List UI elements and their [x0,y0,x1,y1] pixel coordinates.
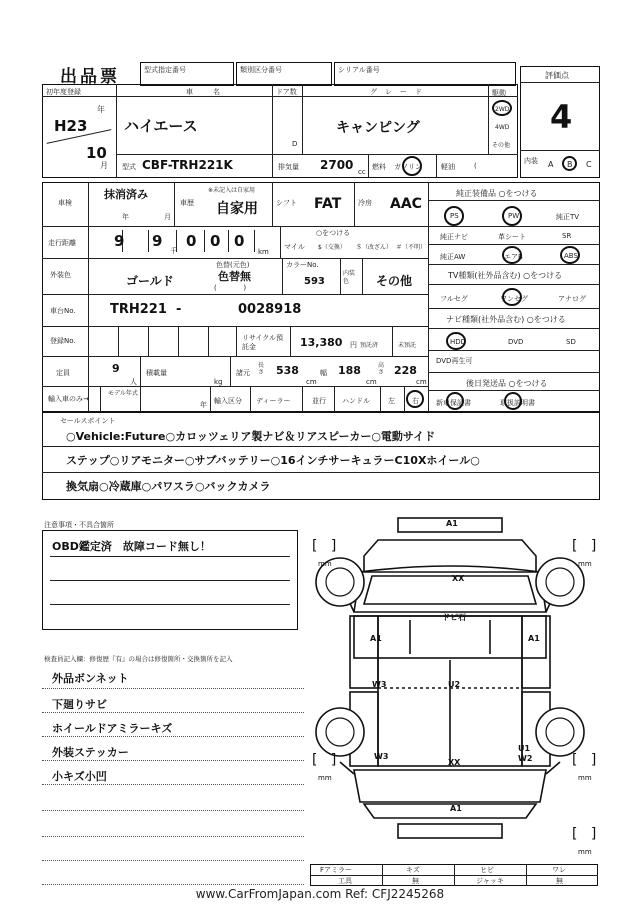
sales-points-label: セールスポイント [60,417,116,425]
model-year-unit: 年 [200,401,207,409]
dimension-label: 諸元 [236,369,250,377]
car-name: ハイエース [124,117,198,135]
first-reg-label: 初年度登録 [46,88,81,96]
doors-label: ドア数 [276,88,297,96]
drive-other: その他 [492,142,511,149]
color-no-label: カラーNo. [286,261,319,269]
interior-grade-b: B [567,160,573,169]
chassis-label: 車台No. [50,307,76,315]
mark-rear-bumper: A1 [450,804,462,813]
import-label: 輸入車のみ→ [48,395,89,403]
mark-right-front: A1 [528,634,540,643]
mileage-label: 走行距離 [48,239,76,247]
footer-reference: www.CarFromJapan.com Ref: CFJ2245268 [195,887,445,901]
post-title: 後日発送品 ○をつける [466,379,548,388]
mileage-option-exchange: $（交換） [318,244,346,251]
car-name-label: 車名 [186,88,240,96]
model-label: 型式 [122,163,136,171]
reg-type-note: ※未記入は自家用 [208,187,256,194]
mark-left-rear-wheel: W3 [374,752,389,761]
inspector-line-3: ホイールドアミラーキズ [52,722,173,735]
height-label: 高さ [378,362,385,376]
notes-label: 注意事項・不具合箇所 [44,521,114,529]
sales-point-line-2: ステップ○リアモニター○サブバッテリー○16インチサーキュラーC10Xホイール○ [66,454,480,467]
first-reg-year-unit: 年 [97,105,105,114]
parallel-label: 並行 [312,397,326,405]
displacement-value: 2700 [320,158,354,172]
legend-header-4: ワレ [552,866,566,874]
mark-tailgate: XX [448,758,461,767]
tv-fullseg: フルセグ [440,295,468,303]
exterior-color-label: 外装色 [50,271,71,279]
inspector-line-4: 外装ステッカー [52,746,129,759]
nav-hdd: HDD [450,338,467,346]
tread-bracket-fr: [ ] [572,538,597,554]
fuel-value: ガソリン [394,163,422,171]
mileage-digit-5: 0 [234,232,245,250]
mileage-option-tampered: ＄（改ざん） [356,244,393,251]
inspector-label: 検査員記入欄：修復歴『有』の場合は修復箇所・交換箇所を記入 [44,655,233,663]
interior-label: 内装 [524,157,538,165]
regno-label: 登録No. [50,337,76,345]
nav-hdd-circle [446,332,466,350]
tread-unit-fr: mm [578,560,592,568]
dvd-playback: DVD再生可 [436,357,473,365]
color-change-label: 色替(元色) [216,261,250,269]
handle-right-circle [406,390,424,408]
post-warranty-circle [446,392,464,410]
inspection-value: 抹消済み [104,188,148,201]
mileage-circle-note: ○をつける [316,229,351,237]
fuel-label: 燃料 [372,163,386,171]
inspection-month-unit: 月 [164,213,171,221]
recycle-paid: 預託済 [360,342,379,349]
genuine-airbag-circle [502,246,522,264]
tv-title: TV種類(社外品含む) ○をつける [448,271,563,280]
width-unit: cm [366,378,377,386]
nav-title: ナビ種類(社外品含む) ○をつける [446,315,566,324]
doors-unit: D [292,140,298,148]
post-manual: 取扱説明書 [500,399,535,407]
sheet-title: 出品票 [60,67,120,87]
chassis-dash: - [176,302,182,317]
sales-point-line-1: ○Vehicle:Future○カロッツェリア製ナビ＆リアスピーカー○電動サイド [66,430,436,443]
reg-type-value: 自家用 [216,201,258,217]
mark-left-rear: W3 [372,680,387,689]
tv-oneseg: ワンセグ [500,295,528,303]
handle-right: 右 [412,397,419,405]
color-change-brackets: ( ) [214,284,247,292]
legend-value-1: 工具 [338,877,352,885]
dealer-label: ディーラー [256,397,291,405]
first-reg-era: H23 [54,117,88,135]
diesel-label: 軽油 [441,163,455,171]
nav-sd: SD [566,338,576,346]
import-type-label: 輸入区分 [214,397,242,405]
genuine-aw: 純正AW [440,253,466,261]
mileage-unit: km [258,248,269,256]
mark-right-rear-1: U1 [518,744,531,753]
length-value: 538 [276,364,299,377]
genuine-title: 純正装備品 ○をつける [456,189,538,198]
legend-value-2: 無 [412,877,419,885]
recycle-unpaid: 未預託 [398,342,417,349]
notes-line-1: OBD鑑定済 故障コード無し！ [52,540,211,553]
width-label: 幅 [320,369,327,377]
handle-label: ハンドル [342,397,370,405]
grade-label: グレード [370,88,430,96]
capacity-unit: 人 [130,378,137,386]
post-warranty: 新車保証書 [436,399,471,407]
chassis-number: 0028918 [238,302,302,317]
mileage-thousand: 千 [170,247,177,255]
tv-oneseg-circle [502,288,522,306]
mark-roof: U2 [448,680,461,689]
height-value: 228 [394,364,417,377]
color-change-value: 色替無 [218,270,251,283]
fuel-circle [402,156,422,176]
mileage-digit-1: 9 [114,232,125,250]
displacement-unit: cc [358,168,366,176]
load-unit: kg [214,378,223,386]
mileage-digit-4: 0 [210,232,221,250]
genuine-abs-circle [560,246,580,264]
shift-label: シフト [276,199,297,207]
sales-point-line-3: 換気扇○冷蔵庫○パワスラ○バックカメラ [66,480,271,493]
first-reg-month: 10 [86,144,107,162]
mileage-option-mile: マイル [284,243,305,251]
load-label: 積載量 [146,369,167,377]
chassis-prefix: TRH221 [110,302,167,317]
interior-grade-a: A [548,160,554,169]
recycle-unit: 円 [350,341,357,349]
mark-windshield: ドピ石 [442,613,466,622]
legend-header-1: Fアミラー [320,866,353,874]
genuine-abs: ABS [564,252,578,260]
legend-value-3: ジャッキ [476,877,504,885]
mileage-digit-3: 0 [186,232,197,250]
recycle-label: リサイクル預託金 [242,334,284,351]
tread-bracket-rl: [ ] [312,752,337,768]
color-no-value: 593 [304,276,325,287]
genuine-pw-circle [502,206,522,226]
mark-left-front: A1 [370,634,382,643]
interior-grade-c: C [586,160,592,169]
drive-label: 駆動 [492,89,506,97]
length-unit: cm [306,378,317,386]
inspection-year-unit: 年 [122,213,129,221]
displacement-label: 排気量 [278,163,299,171]
tread-unit-fl: mm [318,560,332,568]
first-reg-month-unit: 月 [100,161,108,170]
genuine-airbag: エアB [504,253,523,261]
genuine-ps-circle [444,206,464,226]
reg-type-label: 車歴 [180,199,194,207]
tread-unit-spare: mm [578,848,592,856]
diesel-bracket: ( [474,162,477,170]
nav-dvd: DVD [508,338,524,346]
mileage-digit-2: 9 [152,232,163,250]
tread-bracket-rr: [ ] [572,752,597,768]
shift-value: FAT [314,196,342,212]
drive-4wd: 4WD [495,124,510,131]
header-field-3-label: シリアル番号 [338,66,380,74]
interior-color-value: その他 [376,274,413,288]
tread-bracket-spare: [ ] [572,826,597,842]
legend-header-3: ヒビ [480,866,494,874]
inspector-line-2: 下廻りサビ [52,698,107,711]
inspector-line-1: 外品ボンネット [52,672,129,685]
genuine-sr: SR [562,232,572,240]
tv-analog: アナログ [558,295,586,303]
interior-color-label: 内装色 [343,270,356,285]
interior-grade-b-circle [562,156,577,171]
legend-header-2: キズ [406,866,420,874]
mark-front-bumper: A1 [446,519,458,528]
length-label: 長さ [258,362,265,376]
genuine-pw: PW [508,212,520,220]
tread-unit-rr: mm [578,774,592,782]
inspector-line-5: 小キズ小凹 [52,770,107,783]
mark-hood: XX [452,574,465,583]
handle-left: 左 [388,397,395,405]
genuine-leather: 革シート [498,233,526,241]
ac-value: AAC [390,196,422,212]
mileage-option-unknown: ＃（不明） [396,244,427,251]
width-value: 188 [338,364,361,377]
model-year-label: モデル年式 [108,390,138,397]
header-field-2-label: 類別区分番号 [240,66,282,74]
grade-value: キャンピング [336,120,420,136]
recycle-value: 13,380 [300,336,343,349]
header-field-1-label: 型式指定番号 [144,66,186,74]
genuine-ps: PS [450,212,459,220]
height-unit: cm [416,378,427,386]
ac-label: 冷房 [358,199,372,207]
score-label: 評価点 [545,71,569,80]
mark-right-rear-2: W2 [518,754,533,763]
tread-unit-rl: mm [318,774,332,782]
capacity-value: 9 [112,362,120,375]
capacity-label: 定員 [56,369,70,377]
tread-bracket-fl: [ ] [312,538,337,554]
drive-2wd: 2WD [495,106,510,113]
drive-2wd-circle [492,100,512,116]
genuine-tv: 純正TV [556,213,580,221]
exterior-color-value: ゴールド [126,274,174,288]
inspection-label: 車検 [58,199,72,207]
legend-value-4: 無 [556,877,563,885]
genuine-nav: 純正ナビ [440,233,468,241]
score-value: 4 [550,98,573,136]
post-manual-circle [504,392,522,410]
model-value: CBF-TRH221K [142,158,233,172]
